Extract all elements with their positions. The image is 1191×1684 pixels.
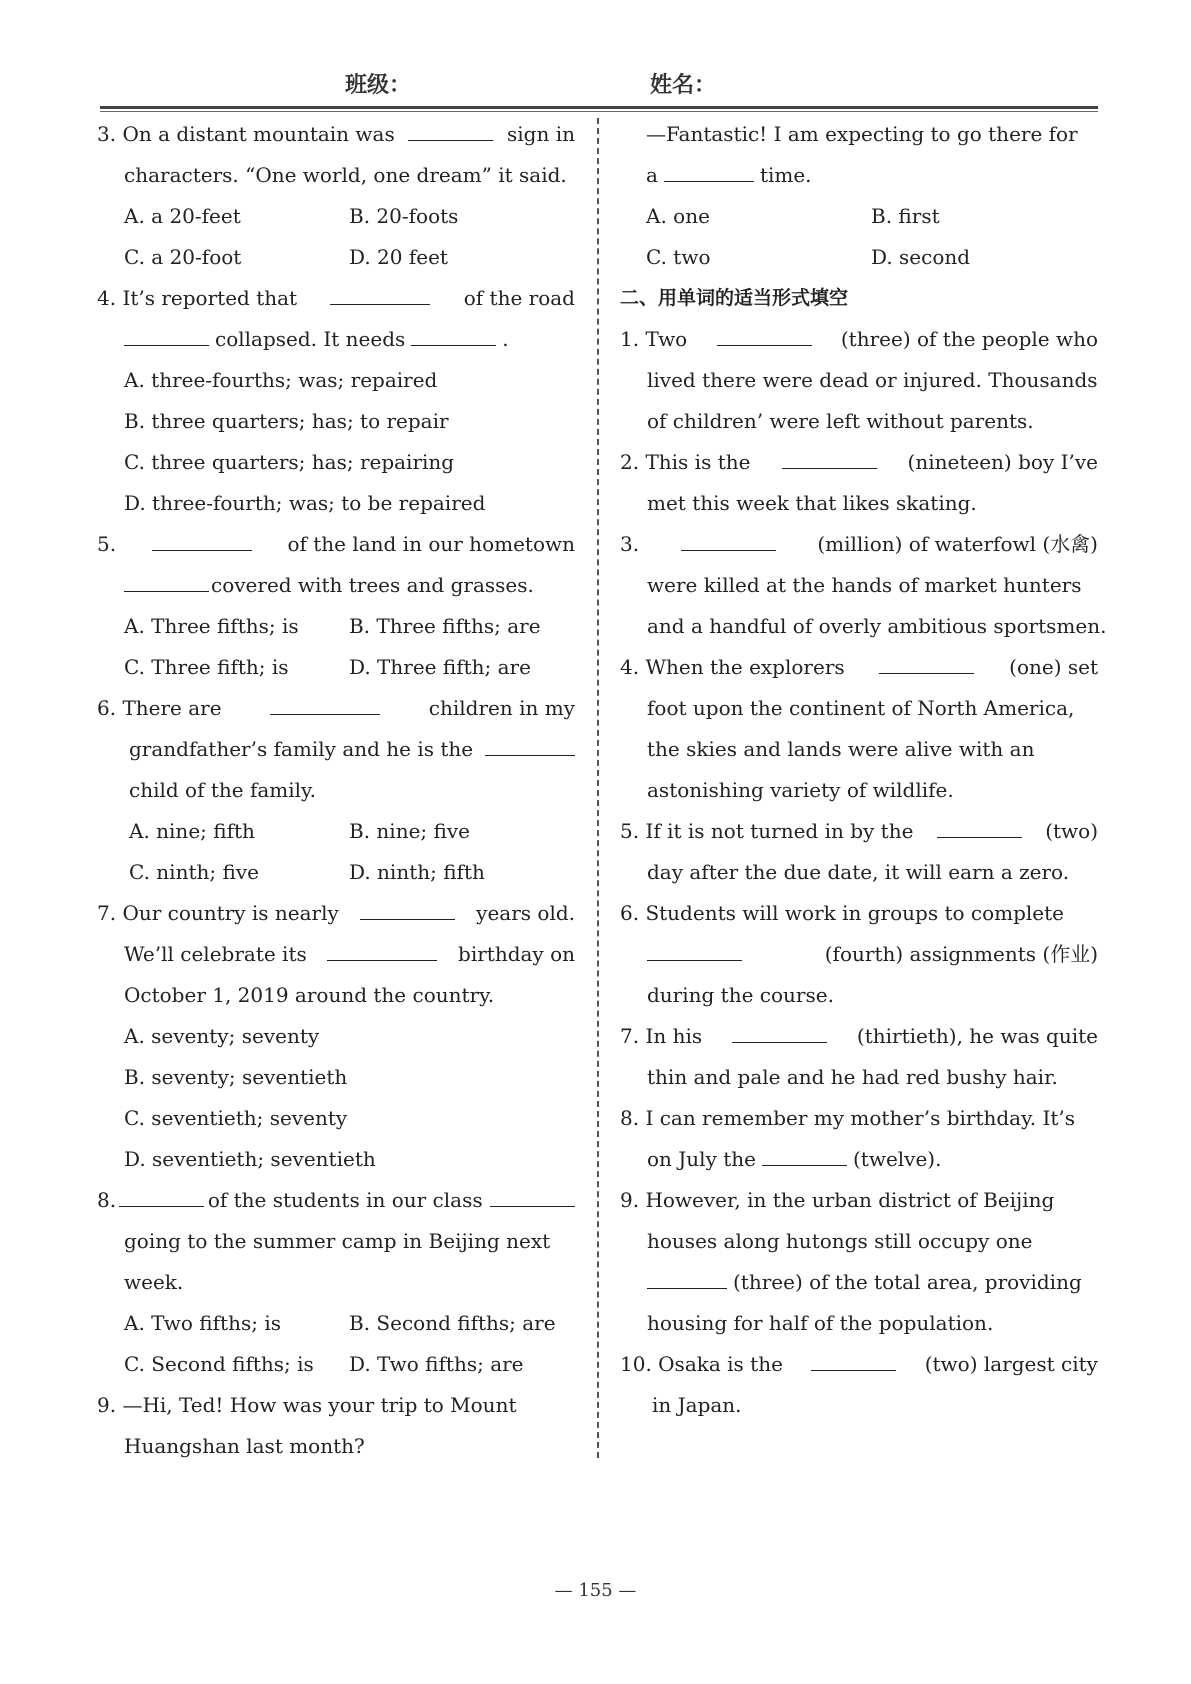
f7-text-a: 7. In his	[620, 1024, 703, 1048]
answer-blank[interactable]	[360, 893, 455, 920]
q6-line-2	[97, 729, 575, 770]
question-9: 9. —Hi, Ted! How was your trip to Mount	[97, 1393, 517, 1417]
option-d[interactable]: D. Two fifths; are	[349, 1352, 524, 1376]
f1-line-2: lived there were dead or injured. Thousands	[647, 368, 1098, 392]
option-a[interactable]: A. a 20-feet	[124, 204, 241, 228]
f1-text-a: 1. Two	[620, 327, 688, 351]
f9-line-2: houses along hutongs still occupy one	[647, 1229, 1033, 1253]
f7-line-2: thin and pale and he had red bushy hair.	[647, 1065, 1058, 1089]
answer-blank[interactable]	[411, 319, 496, 346]
q7-text-a: 7. Our country is nearly	[97, 901, 339, 925]
fill-5	[620, 811, 1098, 852]
q8-line-2: going to the summer camp in Beijing next	[124, 1229, 551, 1253]
q5-line-2	[97, 565, 575, 606]
q8-text-a: 8.	[97, 1188, 117, 1212]
q6-text-b: children in my	[428, 696, 575, 720]
option-d[interactable]: D. seventieth; seventieth	[124, 1147, 376, 1171]
f9-line-4: housing for half of the population.	[647, 1311, 994, 1335]
option-b[interactable]: B. Three fifths; are	[349, 614, 541, 638]
q5-text-c: covered with trees and grasses.	[211, 573, 534, 597]
fill-7	[620, 1016, 1098, 1057]
answer-blank[interactable]	[937, 811, 1022, 838]
question-6	[97, 688, 575, 729]
f10-line-2: in Japan.	[652, 1393, 742, 1417]
f8-line-2	[620, 1139, 1098, 1180]
q9-continued-line-2	[620, 155, 1098, 196]
fill-10	[620, 1344, 1098, 1385]
option-d[interactable]: D. 20 feet	[349, 245, 448, 269]
option-a[interactable]: A. three-fourths; was; repaired	[124, 368, 438, 392]
q6-options-cd	[97, 852, 575, 893]
q6-text-c: grandfather’s family and he is the	[129, 737, 474, 761]
f2-line-2: met this week that likes skating.	[647, 491, 977, 515]
column-divider	[597, 118, 599, 1458]
q6-line-3: child of the family.	[129, 778, 317, 802]
option-c[interactable]: C. two	[646, 245, 711, 269]
fill-1	[620, 319, 1098, 360]
f3-text-b: (million) of waterfowl (水禽)	[817, 532, 1098, 556]
option-a[interactable]: A. Three fifths; is	[124, 614, 299, 638]
answer-blank[interactable]	[330, 278, 430, 305]
answer-blank[interactable]	[647, 1262, 727, 1289]
option-a[interactable]: A. Two fifths; is	[124, 1311, 281, 1335]
option-d[interactable]: D. ninth; fifth	[349, 860, 485, 884]
q6-text-a: 6. There are	[97, 696, 222, 720]
f3-text-a: 3.	[620, 532, 640, 556]
f3-line-3: and a handful of overly ambitious sportsmen.	[647, 614, 1107, 638]
option-b[interactable]: B. nine; five	[349, 819, 470, 843]
page-number: — 155 —	[554, 1580, 637, 1601]
f3-line-2: were killed at the hands of market hunters	[647, 573, 1082, 597]
f1-line-3: of children’ were left without parents.	[647, 409, 1034, 433]
answer-blank[interactable]	[762, 1139, 847, 1166]
option-c[interactable]: C. three quarters; has; repairing	[124, 450, 455, 474]
fill-2	[620, 442, 1098, 483]
q9-continued: —Fantastic! I am expecting to go there for	[646, 122, 1078, 146]
answer-blank[interactable]	[732, 1016, 827, 1043]
q9-options-cd	[620, 237, 1098, 278]
f10-text-a: 10. Osaka is the	[620, 1352, 783, 1376]
left-column	[97, 114, 575, 1467]
q9-text-a: a	[646, 163, 658, 187]
header-rule-thin	[100, 111, 1098, 112]
f8-text-a: on July the	[647, 1147, 756, 1171]
question-7	[97, 893, 575, 934]
fill-4	[620, 647, 1098, 688]
q7-text-b: years old.	[476, 901, 575, 925]
answer-blank[interactable]	[717, 319, 812, 346]
f6-line-3: during the course.	[647, 983, 834, 1007]
question-8	[97, 1180, 575, 1221]
q7-text-d: birthday on	[458, 942, 575, 966]
page-header	[100, 68, 1098, 108]
q3-options-cd	[97, 237, 575, 278]
q4-text-a: 4. It’s reported that	[97, 286, 298, 310]
f9-line-3	[620, 1262, 1098, 1303]
f5-line-2: day after the due date, it will earn a zero.	[647, 860, 1070, 884]
q9-line-2: Huangshan last month?	[124, 1434, 365, 1458]
f4-text-b: (one) set	[1009, 655, 1098, 679]
q5-text-a: 5.	[97, 532, 117, 556]
f5-text-b: (two)	[1045, 819, 1098, 843]
q9-text-b: time.	[759, 163, 812, 187]
f4-line-4: astonishing variety of wildlife.	[647, 778, 954, 802]
q5-options-ab	[97, 606, 575, 647]
f4-text-a: 4. When the explorers	[620, 655, 845, 679]
q7-line-3: October 1, 2019 around the country.	[124, 983, 495, 1007]
option-c[interactable]: C. a 20-foot	[124, 245, 242, 269]
answer-blank[interactable]	[119, 1180, 204, 1207]
q4-text-d: .	[502, 327, 509, 351]
question-5	[97, 524, 575, 565]
answer-blank[interactable]	[124, 319, 209, 346]
f10-text-b: (two) largest city	[924, 1352, 1098, 1376]
answer-blank[interactable]	[327, 934, 437, 961]
header-rule-thick	[100, 106, 1098, 109]
q4-line-2	[97, 319, 575, 360]
q8-options-cd	[97, 1344, 575, 1385]
option-b[interactable]: B. Second fifths; are	[349, 1311, 556, 1335]
option-b[interactable]: B. seventy; seventieth	[124, 1065, 348, 1089]
answer-blank[interactable]	[782, 442, 877, 469]
question-4	[97, 278, 575, 319]
q8-line-3: week.	[124, 1270, 184, 1294]
fill-8: 8. I can remember my mother’s birthday. It’s	[620, 1106, 1076, 1130]
option-a[interactable]: A. one	[646, 204, 710, 228]
f5-text-a: 5. If it is not turned in by the	[620, 819, 914, 843]
q8-options-ab	[97, 1303, 575, 1344]
f4-line-3: the skies and lands were alive with an	[647, 737, 1035, 761]
answer-blank[interactable]	[485, 729, 575, 756]
answer-blank[interactable]	[681, 524, 776, 551]
f4-line-2: foot upon the continent of North America,	[647, 696, 1075, 720]
q8-text-b: of the students in our class	[207, 1188, 483, 1212]
right-column	[620, 114, 1107, 1426]
q3-text-a: 3. On a distant mountain was	[97, 122, 395, 146]
option-a[interactable]: A. nine; fifth	[129, 819, 255, 843]
answer-blank[interactable]	[152, 524, 252, 551]
q4-text-c: collapsed. It needs	[215, 327, 406, 351]
answer-blank[interactable]	[124, 565, 209, 592]
answer-blank[interactable]	[879, 647, 974, 674]
f2-text-a: 2. This is the	[620, 450, 751, 474]
answer-blank[interactable]	[408, 114, 493, 141]
option-b[interactable]: B. 20-foots	[349, 204, 459, 228]
option-b[interactable]: B. three quarters; has; to repair	[124, 409, 449, 433]
option-d[interactable]: D. Three fifth; are	[349, 655, 531, 679]
option-c[interactable]: C. ninth; five	[129, 860, 259, 884]
fill-9: 9. However, in the urban district of Beijing	[620, 1188, 1055, 1212]
f1-text-b: (three) of the people who	[840, 327, 1098, 351]
answer-blank[interactable]	[811, 1344, 896, 1371]
name-label: 姓名：	[650, 73, 717, 98]
fill-3	[620, 524, 1098, 565]
q3-text-b: sign in	[507, 122, 575, 146]
fill-6: 6. Students will work in groups to complete	[620, 901, 1064, 925]
q7-line-2	[97, 934, 575, 975]
q6-options-ab	[97, 811, 575, 852]
answer-blank[interactable]	[490, 1180, 575, 1207]
f8-text-b: (twelve).	[852, 1147, 942, 1171]
q5-text-b: of the land in our hometown	[287, 532, 575, 556]
q4-text-b: of the road	[463, 286, 575, 310]
option-d[interactable]: D. second	[871, 245, 971, 269]
option-c[interactable]: C. Three fifth; is	[124, 655, 289, 679]
answer-blank[interactable]	[270, 688, 380, 715]
f6-text-b: (fourth) assignments (作业)	[824, 942, 1098, 966]
option-c[interactable]: C. Second fifths; is	[124, 1352, 314, 1376]
section-title: 二、用单词的适当形式填空	[620, 287, 849, 309]
class-label: 班级：	[345, 73, 412, 98]
f9-text-b: (three) of the total area, providing	[733, 1270, 1082, 1294]
option-d[interactable]: D. three-fourth; was; to be repaired	[124, 491, 486, 515]
f2-text-b: (nineteen) boy I’ve	[907, 450, 1098, 474]
q7-text-c: We’ll celebrate its	[124, 942, 307, 966]
f7-text-b: (thirtieth), he was quite	[856, 1024, 1098, 1048]
q9-options-ab	[620, 196, 1098, 237]
question-3	[97, 114, 575, 155]
option-a[interactable]: A. seventy; seventy	[124, 1024, 320, 1048]
option-b[interactable]: B. first	[871, 204, 940, 228]
f6-line-2	[620, 934, 1098, 975]
q3-options-ab	[97, 196, 575, 237]
q5-options-cd	[97, 647, 575, 688]
answer-blank[interactable]	[664, 155, 754, 182]
option-c[interactable]: C. seventieth; seventy	[124, 1106, 348, 1130]
q3-line-2: characters. “One world, one dream” it said.	[124, 163, 567, 187]
answer-blank[interactable]	[647, 934, 742, 961]
